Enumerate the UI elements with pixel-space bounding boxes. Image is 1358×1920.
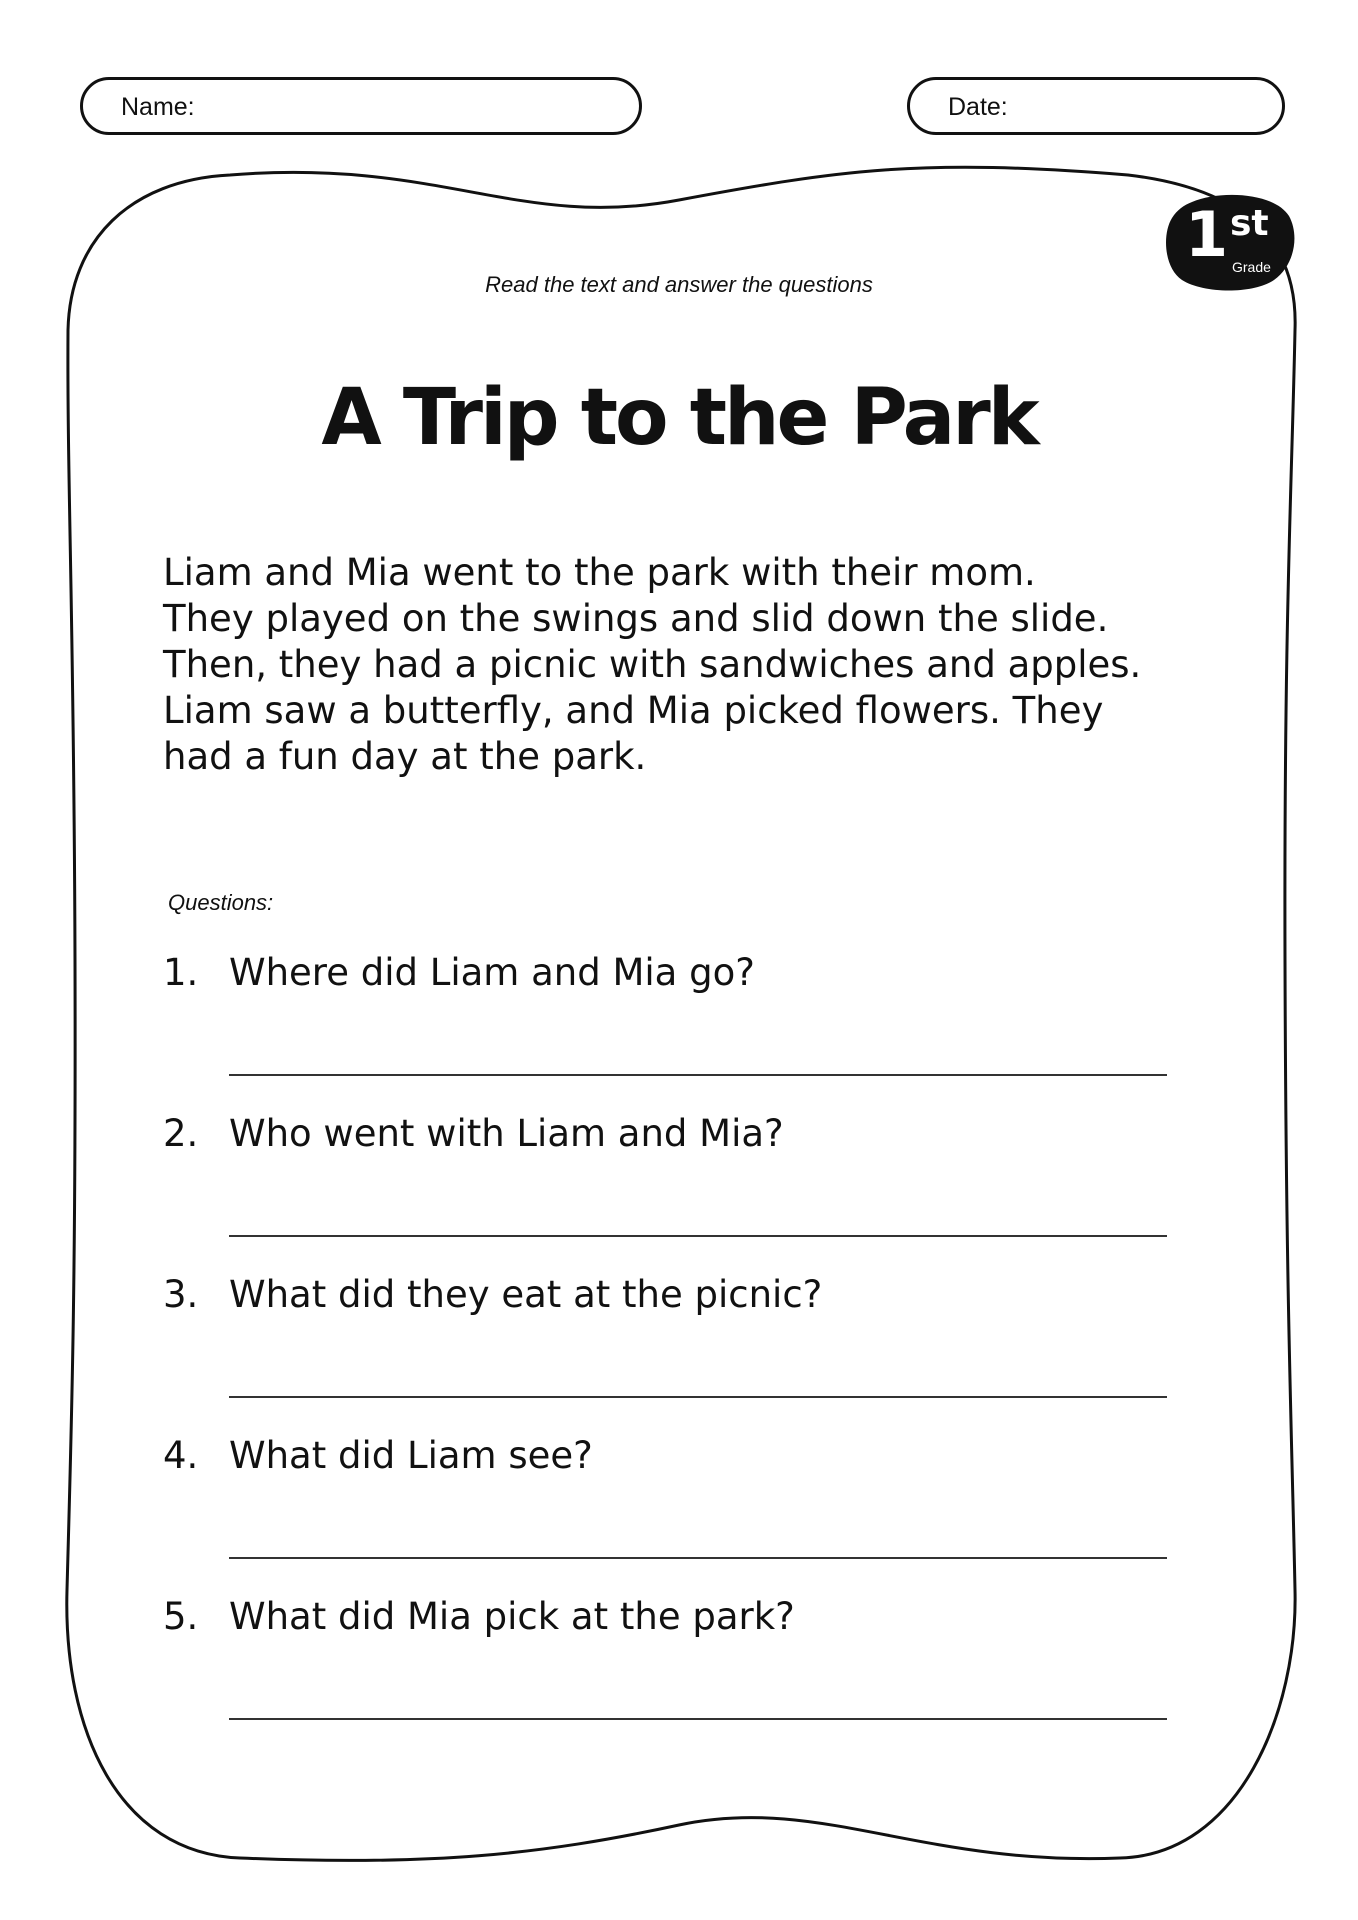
question-text: Who went with Liam and Mia?	[229, 1112, 784, 1155]
question-item	[163, 1272, 1173, 1392]
grade-label: Grade	[1232, 259, 1271, 275]
grade-number: 1	[1185, 198, 1229, 271]
answer-line[interactable]	[229, 1374, 1167, 1398]
question-number: 1.	[163, 951, 199, 994]
date-field[interactable]	[907, 77, 1285, 135]
answer-line[interactable]	[229, 1535, 1167, 1559]
reading-passage	[163, 550, 1173, 780]
question-text: Where did Liam and Mia go?	[229, 951, 755, 994]
question-text: What did they eat at the picnic?	[229, 1273, 823, 1316]
question-number: 5.	[163, 1595, 199, 1638]
answer-line[interactable]	[229, 1696, 1167, 1720]
passage-line: Liam and Mia went to the park with their mom.	[163, 551, 1036, 594]
question-text: What did Liam see?	[229, 1434, 593, 1477]
date-label: Date:	[948, 93, 1008, 121]
questions-heading: Questions:	[168, 890, 274, 915]
question-number: 3.	[163, 1273, 199, 1316]
date-input[interactable]	[1020, 90, 1262, 126]
passage-line: Liam saw a butterfly, and Mia picked flowers. They	[163, 689, 1104, 732]
name-field[interactable]	[80, 77, 642, 135]
answer-line[interactable]	[229, 1052, 1167, 1076]
grade-suffix: st	[1230, 203, 1269, 244]
question-item	[163, 950, 1173, 1070]
passage-line: Then, they had a picnic with sandwiches and apples.	[163, 643, 1142, 686]
question-item	[163, 1111, 1173, 1231]
question-item	[163, 1433, 1173, 1553]
name-label: Name:	[121, 93, 195, 121]
worksheet-title: A Trip to the Park	[321, 373, 1037, 463]
name-input[interactable]	[213, 90, 619, 126]
question-item	[163, 1594, 1173, 1714]
question-number: 2.	[163, 1112, 199, 1155]
answer-line[interactable]	[229, 1213, 1167, 1237]
question-text: What did Mia pick at the park?	[229, 1595, 795, 1638]
question-number: 4.	[163, 1434, 199, 1477]
passage-line: had a fun day at the park.	[163, 735, 647, 778]
instruction-text: Read the text and answer the questions	[485, 272, 873, 297]
passage-line: They played on the swings and slid down the slide.	[163, 597, 1109, 640]
